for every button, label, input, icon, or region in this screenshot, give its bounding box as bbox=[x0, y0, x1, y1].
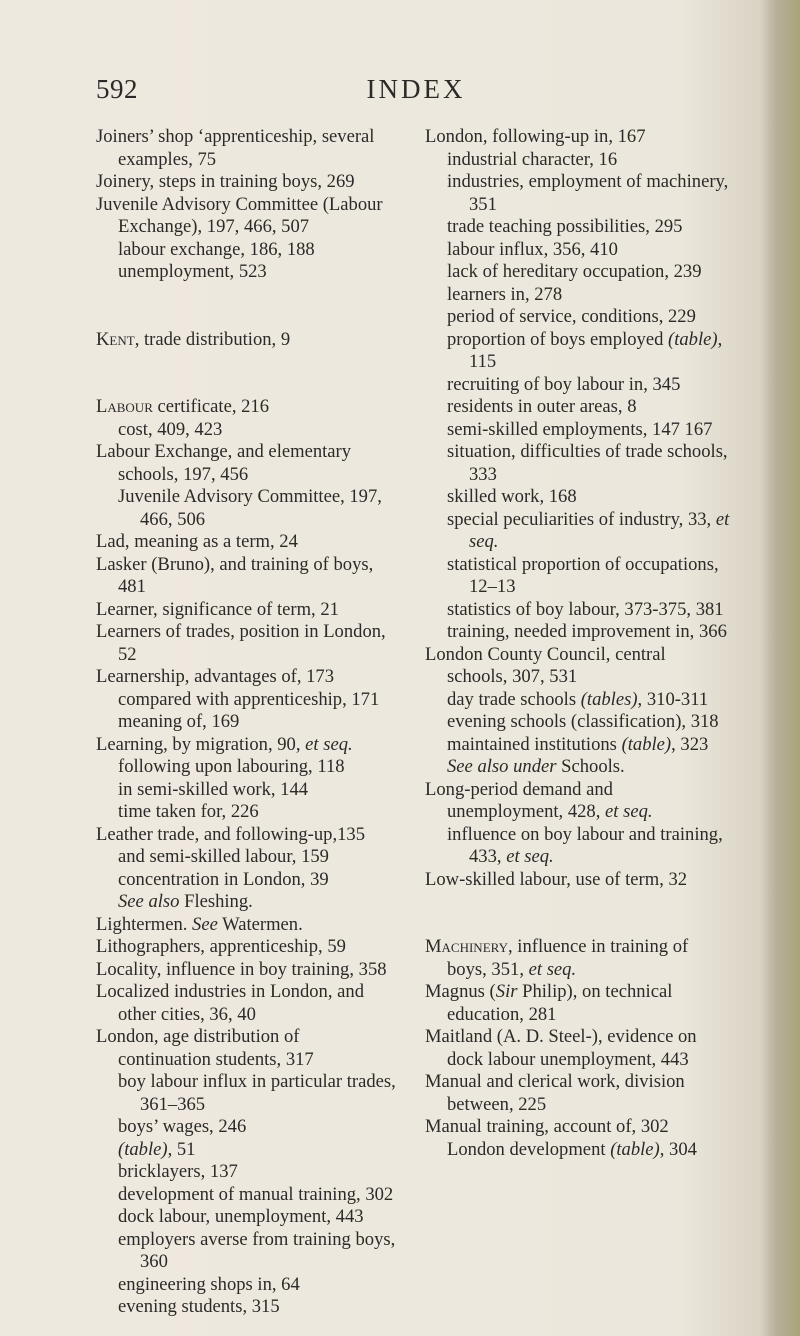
entry-text: Maitland (A. D. Steel-), evidence on dock labour unemployment, 443 bbox=[425, 1026, 697, 1070]
index-subentry bbox=[96, 1184, 396, 1207]
entry-text: situation, difficulties of trade schools, 333 bbox=[447, 441, 728, 485]
entry-text: development of manual training, 302 bbox=[118, 1183, 394, 1205]
index-entry bbox=[96, 396, 396, 419]
entry-text: influence in training of boys, 351, et seq. bbox=[447, 936, 689, 980]
index-entry bbox=[425, 936, 730, 981]
entry-text: evening schools (classification), 318 bbox=[447, 711, 719, 732]
index-entry bbox=[96, 441, 396, 486]
entry-text: concentration in London, 39 bbox=[118, 868, 329, 890]
index-subentry bbox=[425, 621, 730, 644]
index-entry bbox=[96, 621, 396, 666]
entry-text: semi-skilled employments, 147 167 bbox=[447, 418, 713, 440]
index-subentry bbox=[96, 891, 396, 914]
index-entry bbox=[425, 779, 730, 824]
index-subentry bbox=[96, 486, 396, 531]
entry-lead-word: Machinery, bbox=[425, 936, 513, 957]
entry-text: residents in outer areas, 8 bbox=[447, 396, 637, 417]
index-subentry bbox=[96, 1161, 396, 1184]
index-subentry bbox=[425, 509, 730, 554]
index-entry bbox=[96, 959, 396, 982]
index-entry bbox=[425, 644, 730, 689]
index-entry bbox=[96, 824, 396, 847]
index-subentry bbox=[425, 599, 730, 622]
entry-text: Manual and clerical work, division between, 225 bbox=[425, 1071, 685, 1115]
entry-text: evening students, 315 bbox=[118, 1296, 280, 1317]
index-subentry bbox=[96, 261, 396, 284]
entry-text: Joinery, steps in training boys, 269 bbox=[96, 171, 355, 192]
index-entry bbox=[96, 554, 396, 599]
index-subentry bbox=[96, 801, 396, 824]
entry-text: Long-period demand and unemployment, 428, et seq. bbox=[425, 778, 653, 822]
book-spine-shadow bbox=[760, 0, 800, 1336]
index-subentry bbox=[96, 711, 396, 734]
index-subentry bbox=[96, 239, 396, 262]
index-subentry bbox=[96, 846, 396, 869]
index-entry bbox=[96, 1026, 396, 1071]
entry-text: boy labour influx in particular trades, 361–365 bbox=[118, 1071, 396, 1115]
entry-lead-word: Kent, bbox=[96, 328, 140, 350]
entry-text: London, following-up in, 167 bbox=[425, 126, 646, 147]
index-subentry bbox=[425, 1139, 730, 1162]
index-entry bbox=[96, 194, 396, 239]
index-entry bbox=[96, 666, 396, 689]
entry-text: labour exchange, 186, 188 bbox=[118, 238, 315, 260]
entry-text: in semi-skilled work, 144 bbox=[118, 778, 309, 800]
entry-text: unemployment, 523 bbox=[118, 261, 267, 282]
index-subentry bbox=[96, 779, 396, 802]
index-subentry bbox=[96, 1206, 396, 1229]
entry-lead-word: Labour bbox=[96, 396, 153, 417]
entry-text: compared with apprenticeship, 171 bbox=[118, 688, 380, 710]
entry-text: Lasker (Bruno), and training of boys, 481 bbox=[96, 553, 374, 597]
entry-text: Learners of trades, position in London, 52 bbox=[96, 621, 386, 665]
page-header bbox=[96, 74, 736, 114]
entry-text: statistics of boy labour, 373-375, 381 bbox=[447, 598, 724, 620]
entry-text: recruiting of boy labour in, 345 bbox=[447, 373, 681, 395]
index-subentry bbox=[425, 734, 730, 757]
entry-text: Labour Exchange, and elementary schools, 197, 456 bbox=[96, 441, 352, 485]
index-subentry bbox=[425, 554, 730, 599]
index-subentry bbox=[425, 149, 730, 172]
index-entry bbox=[96, 734, 396, 757]
index-subentry bbox=[96, 756, 396, 779]
entry-text: following upon labouring, 118 bbox=[118, 756, 345, 777]
entry-text: bricklayers, 137 bbox=[118, 1161, 238, 1182]
entry-text: influence on boy labour and training, 433, et seq. bbox=[447, 823, 723, 867]
entry-text: trade distribution, 9 bbox=[139, 328, 291, 350]
section-gap bbox=[96, 351, 396, 396]
index-subentry bbox=[425, 756, 730, 779]
index-subentry bbox=[425, 824, 730, 869]
entry-text: labour influx, 356, 410 bbox=[447, 238, 618, 260]
entry-text: London County Council, central schools, 307, 531 bbox=[425, 643, 666, 687]
entry-text: Locality, influence in boy training, 358 bbox=[96, 958, 387, 980]
index-entry bbox=[96, 936, 396, 959]
index-subentry bbox=[96, 1139, 396, 1162]
index-subentry bbox=[425, 711, 730, 734]
index-subentry bbox=[425, 216, 730, 239]
section-gap bbox=[96, 284, 396, 329]
index-subentry bbox=[425, 396, 730, 419]
index-subentry bbox=[425, 261, 730, 284]
entry-text: London, age distribution of continuation students, 317 bbox=[96, 1026, 314, 1070]
index-column-left bbox=[96, 126, 396, 1319]
entry-text: trade teaching possibilities, 295 bbox=[447, 216, 683, 237]
entry-text: Lad, meaning as a term, 24 bbox=[96, 531, 298, 552]
index-subentry bbox=[96, 419, 396, 442]
index-subentry bbox=[425, 329, 730, 374]
entry-text: day trade schools (tables), 310-311 bbox=[447, 688, 709, 710]
index-subentry bbox=[425, 306, 730, 329]
entry-text: proportion of boys employed (table), 115 bbox=[447, 328, 723, 372]
entry-text: certificate, 216 bbox=[152, 396, 270, 417]
index-subentry bbox=[96, 689, 396, 712]
index-subentry bbox=[96, 1274, 396, 1297]
entry-text: Manual training, account of, 302 bbox=[425, 1116, 669, 1137]
entry-text: Low-skilled labour, use of term, 32 bbox=[425, 868, 688, 890]
entry-text: Leather trade, and following-up,135 bbox=[96, 823, 366, 845]
entry-text: Juvenile Advisory Committee (Labour Exchange), 197, 466, 507 bbox=[96, 193, 383, 237]
index-subentry bbox=[96, 1229, 396, 1274]
index-subentry bbox=[425, 284, 730, 307]
running-head: INDEX bbox=[366, 74, 466, 104]
index-entry bbox=[425, 126, 730, 149]
index-subentry bbox=[96, 869, 396, 892]
section-gap bbox=[425, 891, 730, 936]
index-subentry bbox=[96, 1071, 396, 1116]
entry-text: and semi-skilled labour, 159 bbox=[118, 846, 329, 867]
index-subentry bbox=[425, 374, 730, 397]
entry-text: statistical proportion of occupations, 12–13 bbox=[447, 553, 719, 597]
entry-text: time taken for, 226 bbox=[118, 801, 259, 822]
index-subentry bbox=[425, 441, 730, 486]
entry-text: learners in, 278 bbox=[447, 283, 563, 305]
index-subentry bbox=[425, 171, 730, 216]
index-column-right bbox=[425, 126, 730, 1161]
index-subentry bbox=[425, 239, 730, 262]
entry-text: Learning, by migration, 90, et seq. bbox=[96, 733, 353, 755]
index-entry bbox=[425, 869, 730, 892]
entry-text: engineering shops in, 64 bbox=[118, 1273, 300, 1295]
entry-text: Lightermen. See Watermen. bbox=[96, 913, 303, 935]
entry-text: meaning of, 169 bbox=[118, 711, 240, 732]
entry-text: maintained institutions (table), 323 bbox=[447, 733, 709, 755]
entry-text: Learnership, advantages of, 173 bbox=[96, 666, 335, 687]
entry-text: lack of hereditary occupation, 239 bbox=[447, 261, 702, 282]
entry-text: See also Fleshing. bbox=[118, 891, 253, 912]
entry-text: Juvenile Advisory Committee, 197, 466, 506 bbox=[118, 486, 382, 530]
index-subentry bbox=[425, 419, 730, 442]
entry-text: Localized industries in London, and other cities, 36, 40 bbox=[96, 981, 364, 1025]
entry-text: cost, 409, 423 bbox=[118, 418, 223, 440]
page-number: 592 bbox=[96, 74, 138, 104]
index-entry bbox=[96, 914, 396, 937]
index-entry bbox=[96, 171, 396, 194]
entry-text: industrial character, 16 bbox=[447, 148, 618, 170]
index-entry bbox=[96, 599, 396, 622]
entry-text: period of service, conditions, 229 bbox=[447, 306, 696, 327]
index-subentry bbox=[96, 1296, 396, 1319]
entry-text: special peculiarities of industry, 33, et seq. bbox=[447, 508, 730, 552]
index-entry bbox=[96, 126, 396, 171]
entry-text: Magnus (Sir Philip), on technical education, 281 bbox=[425, 981, 673, 1025]
entry-text: Lithographers, apprenticeship, 59 bbox=[96, 936, 346, 957]
entry-text: London development (table), 304 bbox=[447, 1138, 697, 1160]
index-entry bbox=[425, 1116, 730, 1139]
entry-text: skilled work, 168 bbox=[447, 486, 577, 507]
index-subentry bbox=[425, 486, 730, 509]
entry-text: dock labour, unemployment, 443 bbox=[118, 1206, 364, 1227]
index-subentry bbox=[96, 1116, 396, 1139]
index-entry bbox=[425, 981, 730, 1026]
entry-text: boys’ wages, 246 bbox=[118, 1116, 247, 1137]
index-entry bbox=[425, 1071, 730, 1116]
entry-text: employers averse from training boys, 360 bbox=[118, 1228, 396, 1272]
entry-text: training, needed improvement in, 366 bbox=[447, 621, 727, 642]
entry-text: Learner, significance of term, 21 bbox=[96, 598, 339, 620]
entry-text: Joiners’ shop ‘apprenticeship, several examples, 75 bbox=[96, 126, 375, 170]
entry-text: industries, employment of machinery, 351 bbox=[447, 171, 729, 215]
index-subentry bbox=[425, 689, 730, 712]
index-entry bbox=[96, 981, 396, 1026]
entry-text: See also under Schools. bbox=[447, 756, 625, 777]
index-entry bbox=[425, 1026, 730, 1071]
index-entry bbox=[96, 531, 396, 554]
entry-text: (table), 51 bbox=[118, 1138, 196, 1160]
index-entry bbox=[96, 329, 396, 352]
